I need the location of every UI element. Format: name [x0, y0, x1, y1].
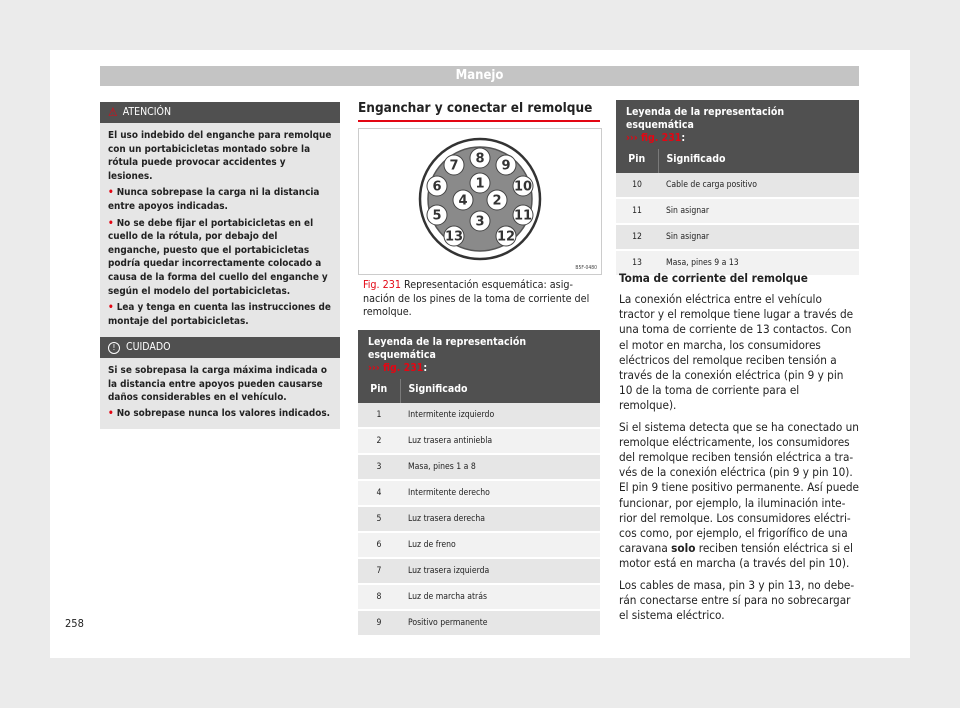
- figure-caption-text: Representación esquemática: asignación de los pines de la toma de corriente del remolque.: [363, 278, 590, 318]
- pin-number: 3: [475, 214, 485, 230]
- legend-title: [616, 100, 859, 149]
- table-row: [358, 532, 600, 558]
- meaning-cell: Sin asignar: [658, 224, 859, 250]
- table-row: [358, 403, 600, 428]
- pin-number: 1: [475, 176, 485, 192]
- pin-cell: 5: [358, 506, 400, 532]
- meaning-cell: Masa, pines 9 a 13: [658, 250, 859, 276]
- legend-rows: [616, 173, 859, 276]
- pin-number: 11: [513, 208, 533, 224]
- pin-number: 9: [501, 158, 511, 174]
- pin-cell: 9: [358, 610, 400, 636]
- legend-ref-link[interactable]: fig. 231: [640, 132, 682, 144]
- pin-number: 2: [492, 193, 502, 209]
- pin-number: 13: [444, 229, 464, 245]
- legend-rows: [358, 403, 600, 636]
- paragraph-text: reciben tensión eléctrica si el motor está en marcha (a través del pin 10).: [619, 541, 853, 571]
- paragraph: Los cables de masa, pin 3 y pin 13, no deberán conectarse entre sí para no sobrecargar el sistema eléctrico.: [619, 577, 855, 623]
- warning-box: [100, 102, 340, 340]
- caution-intro: Si se sobrepasa la carga máxima indicada o la distancia entre apoyos pueden causarse daños considerables en el vehículo.: [108, 365, 327, 404]
- paragraph: [619, 420, 859, 572]
- toma-body: [619, 292, 859, 629]
- table-row: [616, 224, 859, 250]
- pin-number: 10: [513, 179, 533, 195]
- pin-cell: 7: [358, 558, 400, 584]
- figure-code: B5F-0480: [575, 265, 597, 271]
- pin-cell: 8: [358, 584, 400, 610]
- table-row: [358, 584, 600, 610]
- table-row: [358, 506, 600, 532]
- manual-page: [50, 50, 910, 658]
- pin-cell: 13: [616, 250, 658, 276]
- pin-number: 7: [449, 158, 459, 174]
- meaning-cell: Cable de carga positivo: [658, 173, 859, 198]
- table-row: [616, 198, 859, 224]
- warning-label: ATENCIÓN: [122, 106, 172, 118]
- table-row: [358, 480, 600, 506]
- paragraph: La conexión eléctrica entre el vehículo tractor y el remolque tiene lugar a través de una toma de corriente de 13 contactos. Con el motor en marcha, los consumidores eléctricos del remolque reciben tensión a través de la conexión eléctrica (pin 9 y pin 10 de la toma de corriente para el remolque).: [619, 292, 854, 413]
- toma-heading: Toma de corriente del remolque: [619, 271, 808, 285]
- warning-header: [100, 102, 340, 123]
- meaning-cell: Luz trasera derecha: [400, 506, 600, 532]
- section-title: Enganchar y conectar el remolque: [358, 100, 600, 122]
- table-row: [358, 454, 600, 480]
- column-header-pin: Pin: [358, 379, 400, 403]
- meaning-cell: Luz trasera izquierda: [400, 558, 600, 584]
- pin-number: 6: [432, 179, 442, 195]
- meaning-cell: Intermitente derecho: [400, 480, 600, 506]
- paragraph-emphasis: solo: [671, 541, 696, 556]
- column-header-meaning: Significado: [400, 379, 600, 403]
- column-header-meaning: Significado: [658, 149, 859, 173]
- caution-box: [100, 337, 340, 429]
- warning-bullet: • Nunca sobrepase la carga ni la distancia entre apoyos indicadas.: [108, 186, 332, 213]
- meaning-cell: Luz trasera antiniebla: [400, 428, 600, 454]
- warning-bullet: • Lea y tenga en cuenta las instrucciones de montaje del portabicicletas.: [108, 301, 332, 328]
- caution-header: [100, 337, 340, 358]
- legend-title: [358, 330, 600, 379]
- legend-colon: :: [423, 362, 428, 374]
- legend-title-text: Leyenda de la representación esquemática: [368, 336, 527, 361]
- meaning-cell: Masa, pines 1 a 8: [400, 454, 600, 480]
- exclamation-circle-icon: !: [108, 342, 120, 354]
- warning-intro: El uso indebido del enganche para remolque con un portabicicletas montado sobre la rótula puede provocar accidentes y lesiones.: [108, 130, 332, 182]
- pin-cell: 11: [616, 198, 658, 224]
- trailer-socket-diagram: [359, 129, 601, 274]
- legend-ref-prefix: ›››: [626, 132, 638, 144]
- pin-cell: 4: [358, 480, 400, 506]
- caution-bullet: • No sobrepase nunca los valores indicados.: [108, 407, 332, 421]
- caution-label: CUIDADO: [126, 341, 171, 353]
- legend-table-pins-1-9: [358, 330, 600, 637]
- meaning-cell: Sin asignar: [658, 198, 859, 224]
- page-number: 258: [65, 617, 84, 630]
- pin-number: 12: [496, 229, 516, 245]
- socket-figure: [358, 128, 602, 275]
- figure-label: Fig. 231: [363, 278, 401, 291]
- pin-cell: 12: [616, 224, 658, 250]
- pin-cell: 10: [616, 173, 658, 198]
- table-row: [358, 428, 600, 454]
- warning-triangle-icon: ⚠: [108, 105, 118, 119]
- warning-bullet: • No se debe fijar el portabicicletas en el cuello de la rótula, por debajo del enganche, puesto que el portabicicletas podría quedar incorrectamente colocado a causa de la forma del cuello del enganche y según el modelo del portabicicletas.: [108, 217, 332, 299]
- table-row: [358, 558, 600, 584]
- paragraph-text: Si el sistema detecta que se ha conectado un remolque eléctricamente, los consumidores del remolque reciben tensión eléctrica a través de la conexión eléctrica (pin 9 y pin 10). El pin 9 tiene positivo permanente. Así puede funcionar, por ejemplo, la iluminación interior del remolque. Los consumidores eléctricos como, por ejemplo, el frigorífico de una caravana: [619, 419, 859, 556]
- legend-colon: :: [681, 132, 686, 144]
- pin-cell: 6: [358, 532, 400, 558]
- warning-body: [100, 123, 340, 340]
- meaning-cell: Intermitente izquierdo: [400, 403, 600, 428]
- legend-ref-prefix: ›››: [368, 362, 380, 374]
- pin-number: 4: [458, 193, 468, 209]
- meaning-cell: Luz de marcha atrás: [400, 584, 600, 610]
- meaning-cell: Luz de freno: [400, 532, 600, 558]
- legend-title-text: Leyenda de la representación esquemática: [626, 106, 785, 131]
- pin-number: 8: [475, 151, 485, 167]
- legend-ref-link[interactable]: fig. 231: [382, 362, 424, 374]
- pin-cell: 1: [358, 403, 400, 428]
- column-header-pin: Pin: [616, 149, 658, 173]
- pin-cell: 3: [358, 454, 400, 480]
- table-row: [358, 610, 600, 636]
- pin-number: 5: [432, 208, 442, 224]
- pin-cell: 2: [358, 428, 400, 454]
- meaning-cell: Positivo permanente: [400, 610, 600, 636]
- figure-caption: [363, 278, 598, 319]
- caution-body: [100, 358, 340, 429]
- chapter-header: Manejo: [100, 66, 859, 86]
- legend-table-pins-10-13: [616, 100, 859, 277]
- table-row: [616, 173, 859, 198]
